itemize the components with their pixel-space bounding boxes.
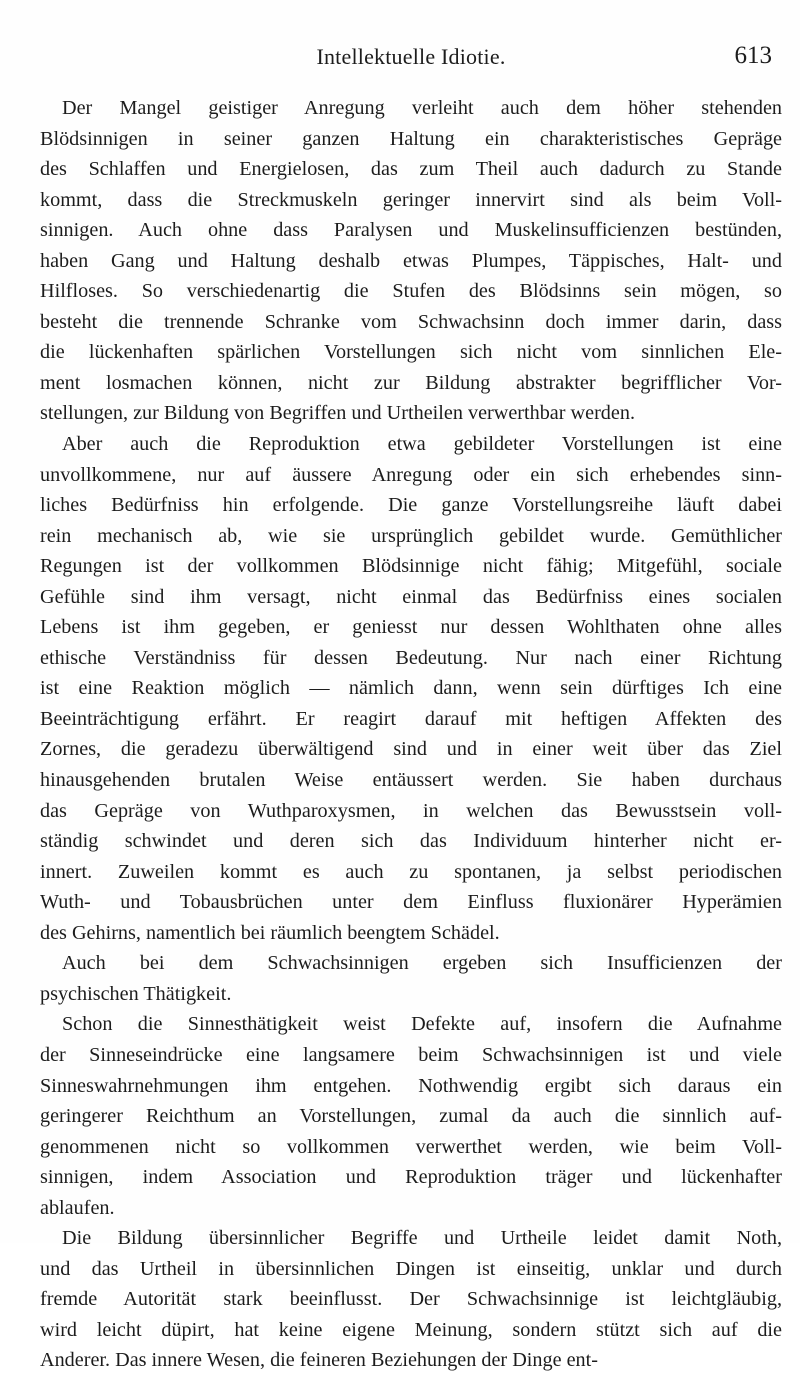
text-line: stellungen, zur Bildung von Begriffen und Urtheilen verwerthbar werden. xyxy=(40,402,635,425)
text-line: Auch bei dem Schwachsinnigen ergeben sich Insufficienzen der xyxy=(62,952,782,975)
text-line: ablaufen. xyxy=(40,1196,115,1219)
text-line: Gefühle sind ihm versagt, nicht einmal das Bedürfniss eines socialen xyxy=(40,585,782,608)
text-line: rein mechanisch ab, wie sie ursprünglich gebildet wurde. Gemüthlicher xyxy=(40,524,782,547)
text-line: des Schlaffen und Energielosen, das zum Theil auch dadurch zu Stande xyxy=(40,158,782,181)
text-line: besteht die trennende Schranke vom Schwachsinn doch immer darin, dass xyxy=(40,310,782,333)
text-line: fremde Autorität stark beeinflusst. Der Schwachsinnige ist leichtgläubig, xyxy=(40,1288,782,1311)
page-number: 613 xyxy=(734,42,772,69)
text-line: Schon die Sinnesthätigkeit weist Defekte auf, insofern die Aufnahme xyxy=(62,1013,782,1036)
running-head xyxy=(40,44,782,74)
running-title: Intellektuelle Idiotie. xyxy=(316,44,506,69)
paragraph xyxy=(40,1009,782,1223)
text-line: Regungen ist der vollkommen Blödsinnige nicht fähig; Mitgefühl, sociale xyxy=(40,555,782,578)
text-line: innert. Zuweilen kommt es auch zu spontanen, ja selbst periodischen xyxy=(40,860,782,883)
text-line: Die Bildung übersinnlicher Begriffe und Urtheile leidet damit Noth, xyxy=(62,1227,782,1250)
text-line: unvollkommene, nur auf äussere Anregung oder ein sich erhebendes sinn- xyxy=(40,463,782,486)
text-line: geringerer Reichthum an Vorstellungen, zumal da auch die sinnlich auf- xyxy=(40,1105,782,1128)
paragraph xyxy=(40,429,782,948)
text-line: der Sinneseindrücke eine langsamere beim Schwachsinnigen ist und viele xyxy=(40,1043,782,1066)
paragraph xyxy=(40,948,782,1009)
text-line: sinnigen, indem Association und Reproduktion träger und lückenhafter xyxy=(40,1166,782,1189)
text-line: psychischen Thätigkeit. xyxy=(40,982,232,1005)
text-line: haben Gang und Haltung deshalb etwas Plumpes, Täppisches, Halt- und xyxy=(40,249,782,272)
text-line: hinausgehenden brutalen Weise entäussert werden. Sie haben durchaus xyxy=(40,769,782,792)
text-line: Aber auch die Reproduktion etwa gebildeter Vorstellungen ist eine xyxy=(62,433,782,456)
text-line: Zornes, die geradezu überwältigend sind und in einer weit über das Ziel xyxy=(40,738,782,761)
text-line: ethische Verständniss für dessen Bedeutung. Nur nach einer Richtung xyxy=(40,646,782,669)
text-line: Hilfloses. So verschiedenartig die Stufen des Blödsinns sein mögen, so xyxy=(40,280,782,303)
text-line: und das Urtheil in übersinnlichen Dingen ist einseitig, unklar und durch xyxy=(40,1257,782,1280)
paragraph xyxy=(40,93,782,429)
text-line: die lückenhaften spärlichen Vorstellungen sich nicht vom sinnlichen Ele- xyxy=(40,341,782,364)
text-line: Der Mangel geistiger Anregung verleiht auch dem höher stehenden xyxy=(62,97,782,119)
text-line: ist eine Reaktion möglich — nämlich dann, wenn sein dürftiges Ich eine xyxy=(40,677,782,700)
text-line: Wuth- und Tobausbrüchen unter dem Einfluss fluxionärer Hyperämien xyxy=(40,891,782,914)
text-line: das Gepräge von Wuthparoxysmen, in welchen das Bewusstsein voll- xyxy=(40,799,782,822)
text-line: Blödsinnigen in seiner ganzen Haltung ein charakteristisches Gepräge xyxy=(40,127,782,150)
text-line: liches Bedürfniss hin erfolgende. Die ganze Vorstellungsreihe läuft dabei xyxy=(40,494,782,517)
paragraph xyxy=(40,1223,782,1376)
text-line: des Gehirns, namentlich bei räumlich beengtem Schädel. xyxy=(40,921,500,944)
text-line: kommt, dass die Streckmuskeln geringer innervirt sind als beim Voll- xyxy=(40,188,782,211)
text-line: sinnigen. Auch ohne dass Paralysen und Muskelinsufficienzen bestünden, xyxy=(40,219,782,242)
text-line: ständig schwindet und deren sich das Individuum hinterher nicht er- xyxy=(40,830,782,853)
text-line: genommenen nicht so vollkommen verwerthet werden, wie beim Voll- xyxy=(40,1135,782,1158)
text-line: Sinneswahrnehmungen ihm entgehen. Nothwendig ergibt sich daraus ein xyxy=(40,1074,782,1097)
text-line: Beeinträchtigung erfährt. Er reagirt darauf mit heftigen Affekten des xyxy=(40,707,782,730)
text-line: Lebens ist ihm gegeben, er geniesst nur dessen Wohlthaten ohne alles xyxy=(40,616,782,639)
body-text xyxy=(40,93,782,1376)
text-line: wird leicht düpirt, hat keine eigene Meinung, sondern stützt sich auf die xyxy=(40,1318,782,1341)
text-line: Anderer. Das innere Wesen, die feineren Beziehungen der Dinge ent- xyxy=(40,1349,598,1372)
text-line: ment losmachen können, nicht zur Bildung abstrakter begrifflicher Vor- xyxy=(40,371,782,394)
